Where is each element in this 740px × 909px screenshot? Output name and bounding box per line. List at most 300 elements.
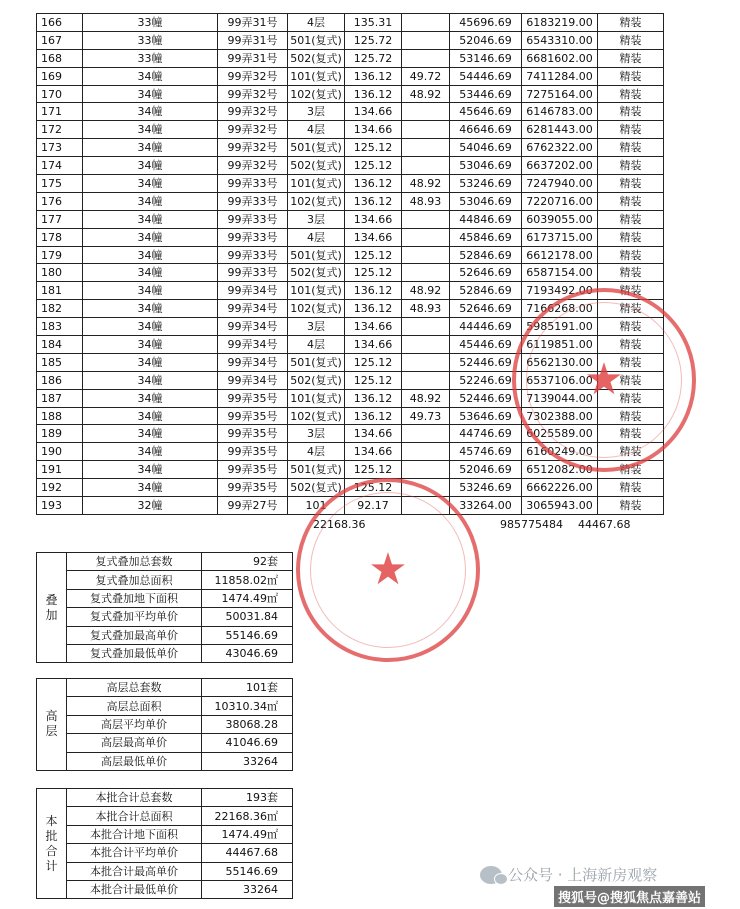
table-row: [37, 461, 664, 479]
building-cell: 34幢: [83, 443, 218, 461]
area-cell: 136.12: [345, 85, 402, 103]
total-price-cell: 6562130.00: [522, 353, 598, 371]
row-index-cell: 186: [37, 371, 83, 389]
unit-cell: 4层: [288, 14, 345, 32]
finish-cell: 精装: [598, 175, 664, 193]
area-cell: 134.66: [345, 443, 402, 461]
unit-price-cell: 45446.69: [450, 336, 522, 354]
area-cell: 134.66: [345, 228, 402, 246]
building-cell: 34幢: [83, 264, 218, 282]
area-cell: 136.12: [345, 407, 402, 425]
row-index-cell: 169: [37, 67, 83, 85]
row-index-cell: 170: [37, 85, 83, 103]
basement-area-cell: 49.73: [402, 407, 450, 425]
building-cell: 34幢: [83, 371, 218, 389]
summary-value: 10310.34㎡: [202, 697, 293, 715]
summary-row: [37, 553, 293, 571]
unit-price-cell: 54046.69: [450, 139, 522, 157]
summary-row: [37, 715, 293, 733]
total-price: 985775484: [500, 518, 563, 531]
basement-area-cell: [402, 210, 450, 228]
finish-cell: 精装: [598, 210, 664, 228]
area-cell: 136.12: [345, 282, 402, 300]
unit-price-cell: 53646.69: [450, 407, 522, 425]
unit-cell: 502(复式): [288, 49, 345, 67]
table-row: [37, 85, 664, 103]
total-price-cell: 6025589.00: [522, 425, 598, 443]
finish-cell: 精装: [598, 389, 664, 407]
total-price-cell: 6762322.00: [522, 139, 598, 157]
total-price-cell: 7220716.00: [522, 192, 598, 210]
wechat-watermark: [480, 864, 657, 885]
basement-area-cell: [402, 479, 450, 497]
summary-value: 33264: [202, 880, 293, 898]
summary-rows: [37, 679, 293, 771]
summary-label: 高层总套数: [67, 679, 202, 697]
total-price-cell: 6537106.00: [522, 371, 598, 389]
unit-price-cell: 53146.69: [450, 49, 522, 67]
row-index-cell: 187: [37, 389, 83, 407]
total-price-cell: 7139044.00: [522, 389, 598, 407]
summary-label: 本批合计平均单价: [67, 844, 202, 862]
basement-area-cell: 48.92: [402, 175, 450, 193]
row-index-cell: 183: [37, 318, 83, 336]
area-cell: 134.66: [345, 121, 402, 139]
seal-star-icon: ★: [368, 544, 408, 595]
summary-value: 101套: [202, 679, 293, 697]
address-cell: 99弄33号: [218, 228, 288, 246]
area-cell: 125.12: [345, 157, 402, 175]
table-row: [37, 479, 664, 497]
building-cell: 34幢: [83, 175, 218, 193]
area-cell: 136.12: [345, 192, 402, 210]
address-cell: 99弄33号: [218, 210, 288, 228]
seal-inner-ring: [310, 492, 466, 648]
row-index-cell: 177: [37, 210, 83, 228]
unit-price-cell: 53246.69: [450, 175, 522, 193]
area-cell: 136.12: [345, 175, 402, 193]
total-price-cell: 5985191.00: [522, 318, 598, 336]
row-index-cell: 190: [37, 443, 83, 461]
address-cell: 99弄34号: [218, 371, 288, 389]
unit-price-cell: 33264.00: [450, 497, 522, 515]
table-row: [37, 192, 664, 210]
table-row: [37, 103, 664, 121]
summary-row: [37, 789, 293, 807]
summary-row: [37, 825, 293, 843]
building-cell: 34幢: [83, 85, 218, 103]
building-cell: 32幢: [83, 497, 218, 515]
address-cell: 99弄34号: [218, 318, 288, 336]
finish-cell: 精装: [598, 228, 664, 246]
address-cell: 99弄34号: [218, 300, 288, 318]
total-price-cell: 7193492.00: [522, 282, 598, 300]
summary-label: 复式叠加总套数: [67, 553, 202, 571]
unit-price-cell: 44746.69: [450, 425, 522, 443]
building-cell: 34幢: [83, 479, 218, 497]
unit-price-cell: 52046.69: [450, 31, 522, 49]
basement-area-cell: [402, 157, 450, 175]
row-index-cell: 176: [37, 192, 83, 210]
summary-row: [37, 807, 293, 825]
basement-area-cell: [402, 353, 450, 371]
area-cell: 125.12: [345, 139, 402, 157]
unit-price-cell: 45846.69: [450, 228, 522, 246]
total-price-cell: 7275164.00: [522, 85, 598, 103]
total-price-cell: 6681602.00: [522, 49, 598, 67]
table-row: [37, 389, 664, 407]
unit-cell: 501(复式): [288, 353, 345, 371]
table-row: [37, 336, 664, 354]
building-cell: 34幢: [83, 336, 218, 354]
total-price-cell: 3065943.00: [522, 497, 598, 515]
row-index-cell: 184: [37, 336, 83, 354]
finish-cell: 精装: [598, 461, 664, 479]
basement-area-cell: [402, 461, 450, 479]
finish-cell: 精装: [598, 371, 664, 389]
address-cell: 99弄31号: [218, 14, 288, 32]
unit-cell: 502(复式): [288, 371, 345, 389]
basement-area-cell: [402, 371, 450, 389]
unit-cell: 102(复式): [288, 85, 345, 103]
row-index-cell: 168: [37, 49, 83, 67]
building-cell: 34幢: [83, 103, 218, 121]
summary-row: [37, 734, 293, 752]
total-price-cell: 6146783.00: [522, 103, 598, 121]
address-cell: 99弄27号: [218, 497, 288, 515]
summary-group-label: 本批合计: [37, 789, 67, 899]
table-row: [37, 371, 664, 389]
unit-price-cell: 46646.69: [450, 121, 522, 139]
summary-label: 高层总面积: [67, 697, 202, 715]
unit-cell: 501(复式): [288, 31, 345, 49]
unit-cell: 3层: [288, 210, 345, 228]
total-price-cell: 7302388.00: [522, 407, 598, 425]
summary-value: 55146.69: [202, 626, 293, 644]
unit-price-cell: 44846.69: [450, 210, 522, 228]
summary-value: 22168.36㎡: [202, 807, 293, 825]
unit-price-cell: 52846.69: [450, 246, 522, 264]
unit-price-cell: 52246.69: [450, 371, 522, 389]
summary-label: 复式叠加总面积: [67, 571, 202, 589]
unit-cell: 502(复式): [288, 264, 345, 282]
area-cell: 92.17: [345, 497, 402, 515]
unit-price-cell: 45696.69: [450, 14, 522, 32]
building-cell: 33幢: [83, 14, 218, 32]
unit-price-cell: 44446.69: [450, 318, 522, 336]
basement-area-cell: [402, 425, 450, 443]
summary-value: 11858.02㎡: [202, 571, 293, 589]
summary-row: [37, 626, 293, 644]
table-row: [37, 31, 664, 49]
address-cell: 99弄33号: [218, 175, 288, 193]
finish-cell: 精装: [598, 353, 664, 371]
summary-value: 55146.69: [202, 862, 293, 880]
summary-label: 复式叠加最高单价: [67, 626, 202, 644]
summary-stacked-table: [36, 552, 293, 663]
unit-cell: 502(复式): [288, 479, 345, 497]
row-index-cell: 166: [37, 14, 83, 32]
summary-label: 本批合计最低单价: [67, 880, 202, 898]
summary-label: 本批合计地下面积: [67, 825, 202, 843]
address-cell: 99弄32号: [218, 67, 288, 85]
unit-price-cell: 53246.69: [450, 479, 522, 497]
unit-price-cell: 52646.69: [450, 264, 522, 282]
row-index-cell: 182: [37, 300, 83, 318]
row-index-cell: 178: [37, 228, 83, 246]
finish-cell: 精装: [598, 49, 664, 67]
total-price-cell: 6612178.00: [522, 246, 598, 264]
unit-price-cell: 45746.69: [450, 443, 522, 461]
building-cell: 34幢: [83, 389, 218, 407]
building-cell: 34幢: [83, 425, 218, 443]
summary-row: [37, 608, 293, 626]
total-price-cell: 7166268.00: [522, 300, 598, 318]
total-price-cell: 6281443.00: [522, 121, 598, 139]
finish-cell: 精装: [598, 246, 664, 264]
finish-cell: 精装: [598, 443, 664, 461]
summary-row: [37, 880, 293, 898]
building-cell: 34幢: [83, 246, 218, 264]
unit-cell: 102(复式): [288, 300, 345, 318]
total-area: 22168.36: [313, 518, 366, 531]
seal-star-icon: ★: [584, 354, 624, 405]
building-cell: 34幢: [83, 121, 218, 139]
table-row: [37, 264, 664, 282]
summary-value: 44467.68: [202, 844, 293, 862]
summary-group-label: 叠加: [37, 553, 67, 663]
row-index-cell: 174: [37, 157, 83, 175]
basement-area-cell: [402, 228, 450, 246]
table-row: [37, 67, 664, 85]
finish-cell: 精装: [598, 157, 664, 175]
row-index-cell: 181: [37, 282, 83, 300]
finish-cell: 精装: [598, 318, 664, 336]
average-price: 44467.68: [578, 518, 631, 531]
building-cell: 34幢: [83, 192, 218, 210]
summary-label: 本批合计总套数: [67, 789, 202, 807]
address-cell: 99弄35号: [218, 443, 288, 461]
row-index-cell: 175: [37, 175, 83, 193]
unit-cell: 101: [288, 497, 345, 515]
table-row: [37, 407, 664, 425]
footer-watermark: 搜狐号@搜狐焦点嘉善站: [554, 886, 705, 907]
summary-value: 50031.84: [202, 608, 293, 626]
total-price-cell: 6512082.00: [522, 461, 598, 479]
table-row: [37, 318, 664, 336]
price-list-table: [36, 13, 664, 515]
address-cell: 99弄35号: [218, 389, 288, 407]
summary-row: [37, 844, 293, 862]
summary-value: 1474.49㎡: [202, 589, 293, 607]
finish-cell: 精装: [598, 300, 664, 318]
table-row: [37, 246, 664, 264]
watermark-text: 公众号 · 上海新房观察: [508, 866, 658, 884]
table-row: [37, 425, 664, 443]
unit-cell: 3层: [288, 318, 345, 336]
table-row: [37, 228, 664, 246]
summary-value: 41046.69: [202, 734, 293, 752]
basement-area-cell: [402, 49, 450, 67]
row-index-cell: 167: [37, 31, 83, 49]
building-cell: 34幢: [83, 318, 218, 336]
finish-cell: 精装: [598, 336, 664, 354]
basement-area-cell: 48.92: [402, 282, 450, 300]
address-cell: 99弄33号: [218, 264, 288, 282]
building-cell: 33幢: [83, 49, 218, 67]
summary-highrise-table: [36, 678, 293, 771]
address-cell: 99弄35号: [218, 461, 288, 479]
address-cell: 99弄31号: [218, 31, 288, 49]
summary-value: 92套: [202, 553, 293, 571]
unit-cell: 102(复式): [288, 192, 345, 210]
area-cell: 125.12: [345, 479, 402, 497]
area-cell: 125.12: [345, 371, 402, 389]
finish-cell: 精装: [598, 31, 664, 49]
unit-cell: 502(复式): [288, 157, 345, 175]
finish-cell: 精装: [598, 192, 664, 210]
area-cell: 125.12: [345, 264, 402, 282]
area-cell: 134.66: [345, 336, 402, 354]
address-cell: 99弄32号: [218, 103, 288, 121]
area-cell: 125.72: [345, 31, 402, 49]
basement-area-cell: [402, 139, 450, 157]
address-cell: 99弄35号: [218, 479, 288, 497]
unit-price-cell: 52046.69: [450, 461, 522, 479]
basement-area-cell: [402, 336, 450, 354]
price-list-rows: [37, 14, 664, 515]
row-index-cell: 193: [37, 497, 83, 515]
table-row: [37, 282, 664, 300]
basement-area-cell: [402, 31, 450, 49]
area-cell: 134.66: [345, 425, 402, 443]
summary-label: 本批合计总面积: [67, 807, 202, 825]
area-cell: 134.66: [345, 103, 402, 121]
address-cell: 99弄34号: [218, 282, 288, 300]
basement-area-cell: [402, 318, 450, 336]
unit-price-cell: 52646.69: [450, 300, 522, 318]
summary-value: 1474.49㎡: [202, 825, 293, 843]
basement-area-cell: 49.72: [402, 67, 450, 85]
table-row: [37, 497, 664, 515]
summary-label: 本批合计最高单价: [67, 862, 202, 880]
table-row: [37, 300, 664, 318]
row-index-cell: 172: [37, 121, 83, 139]
table-row: [37, 210, 664, 228]
table-row: [37, 353, 664, 371]
unit-cell: 101(复式): [288, 175, 345, 193]
finish-cell: 精装: [598, 67, 664, 85]
unit-cell: 102(复式): [288, 407, 345, 425]
total-price-cell: 7247940.00: [522, 175, 598, 193]
summary-value: 43046.69: [202, 644, 293, 662]
area-cell: 135.31: [345, 14, 402, 32]
basement-area-cell: 48.93: [402, 300, 450, 318]
finish-cell: 精装: [598, 264, 664, 282]
unit-price-cell: 52846.69: [450, 282, 522, 300]
area-cell: 136.12: [345, 300, 402, 318]
area-cell: 125.72: [345, 49, 402, 67]
building-cell: 34幢: [83, 228, 218, 246]
row-index-cell: 179: [37, 246, 83, 264]
building-cell: 34幢: [83, 407, 218, 425]
summary-value: 38068.28: [202, 715, 293, 733]
row-index-cell: 192: [37, 479, 83, 497]
total-price-cell: 6183219.00: [522, 14, 598, 32]
address-cell: 99弄34号: [218, 353, 288, 371]
summary-rows: [37, 789, 293, 899]
summary-row: [37, 862, 293, 880]
unit-price-cell: 45646.69: [450, 103, 522, 121]
unit-price-cell: 53046.69: [450, 192, 522, 210]
row-index-cell: 171: [37, 103, 83, 121]
summary-label: 复式叠加地下面积: [67, 589, 202, 607]
unit-price-cell: 53046.69: [450, 157, 522, 175]
summary-row: [37, 589, 293, 607]
table-row: [37, 139, 664, 157]
finish-cell: 精装: [598, 103, 664, 121]
total-price-cell: 6543310.00: [522, 31, 598, 49]
total-price-cell: 6662226.00: [522, 479, 598, 497]
table-row: [37, 49, 664, 67]
unit-cell: 101(复式): [288, 282, 345, 300]
total-price-cell: 6173715.00: [522, 228, 598, 246]
address-cell: 99弄32号: [218, 121, 288, 139]
basement-area-cell: 48.92: [402, 85, 450, 103]
area-cell: 136.12: [345, 67, 402, 85]
unit-cell: 4层: [288, 336, 345, 354]
row-index-cell: 173: [37, 139, 83, 157]
unit-cell: 101(复式): [288, 67, 345, 85]
finish-cell: 精装: [598, 14, 664, 32]
finish-cell: 精装: [598, 85, 664, 103]
unit-cell: 501(复式): [288, 246, 345, 264]
summary-label: 高层最低单价: [67, 752, 202, 770]
basement-area-cell: [402, 264, 450, 282]
unit-price-cell: 53446.69: [450, 85, 522, 103]
total-price-cell: 6160249.00: [522, 443, 598, 461]
address-cell: 99弄32号: [218, 85, 288, 103]
table-row: [37, 14, 664, 32]
finish-cell: 精装: [598, 497, 664, 515]
row-index-cell: 185: [37, 353, 83, 371]
unit-price-cell: 52446.69: [450, 353, 522, 371]
area-cell: 125.12: [345, 353, 402, 371]
address-cell: 99弄35号: [218, 425, 288, 443]
basement-area-cell: 48.93: [402, 192, 450, 210]
total-price-cell: 6039055.00: [522, 210, 598, 228]
table-row: [37, 175, 664, 193]
building-cell: 34幢: [83, 157, 218, 175]
summary-row: [37, 679, 293, 697]
area-cell: 125.12: [345, 461, 402, 479]
summary-total-table: [36, 788, 293, 899]
unit-price-cell: 52446.69: [450, 389, 522, 407]
summary-label: 高层最高单价: [67, 734, 202, 752]
address-cell: 99弄32号: [218, 157, 288, 175]
row-index-cell: 180: [37, 264, 83, 282]
unit-cell: 3层: [288, 103, 345, 121]
area-cell: 134.66: [345, 318, 402, 336]
basement-area-cell: [402, 103, 450, 121]
unit-cell: 501(复式): [288, 461, 345, 479]
finish-cell: 精装: [598, 139, 664, 157]
area-cell: 125.12: [345, 246, 402, 264]
basement-area-cell: [402, 443, 450, 461]
finish-cell: 精装: [598, 407, 664, 425]
unit-cell: 3层: [288, 425, 345, 443]
summary-row: [37, 697, 293, 715]
